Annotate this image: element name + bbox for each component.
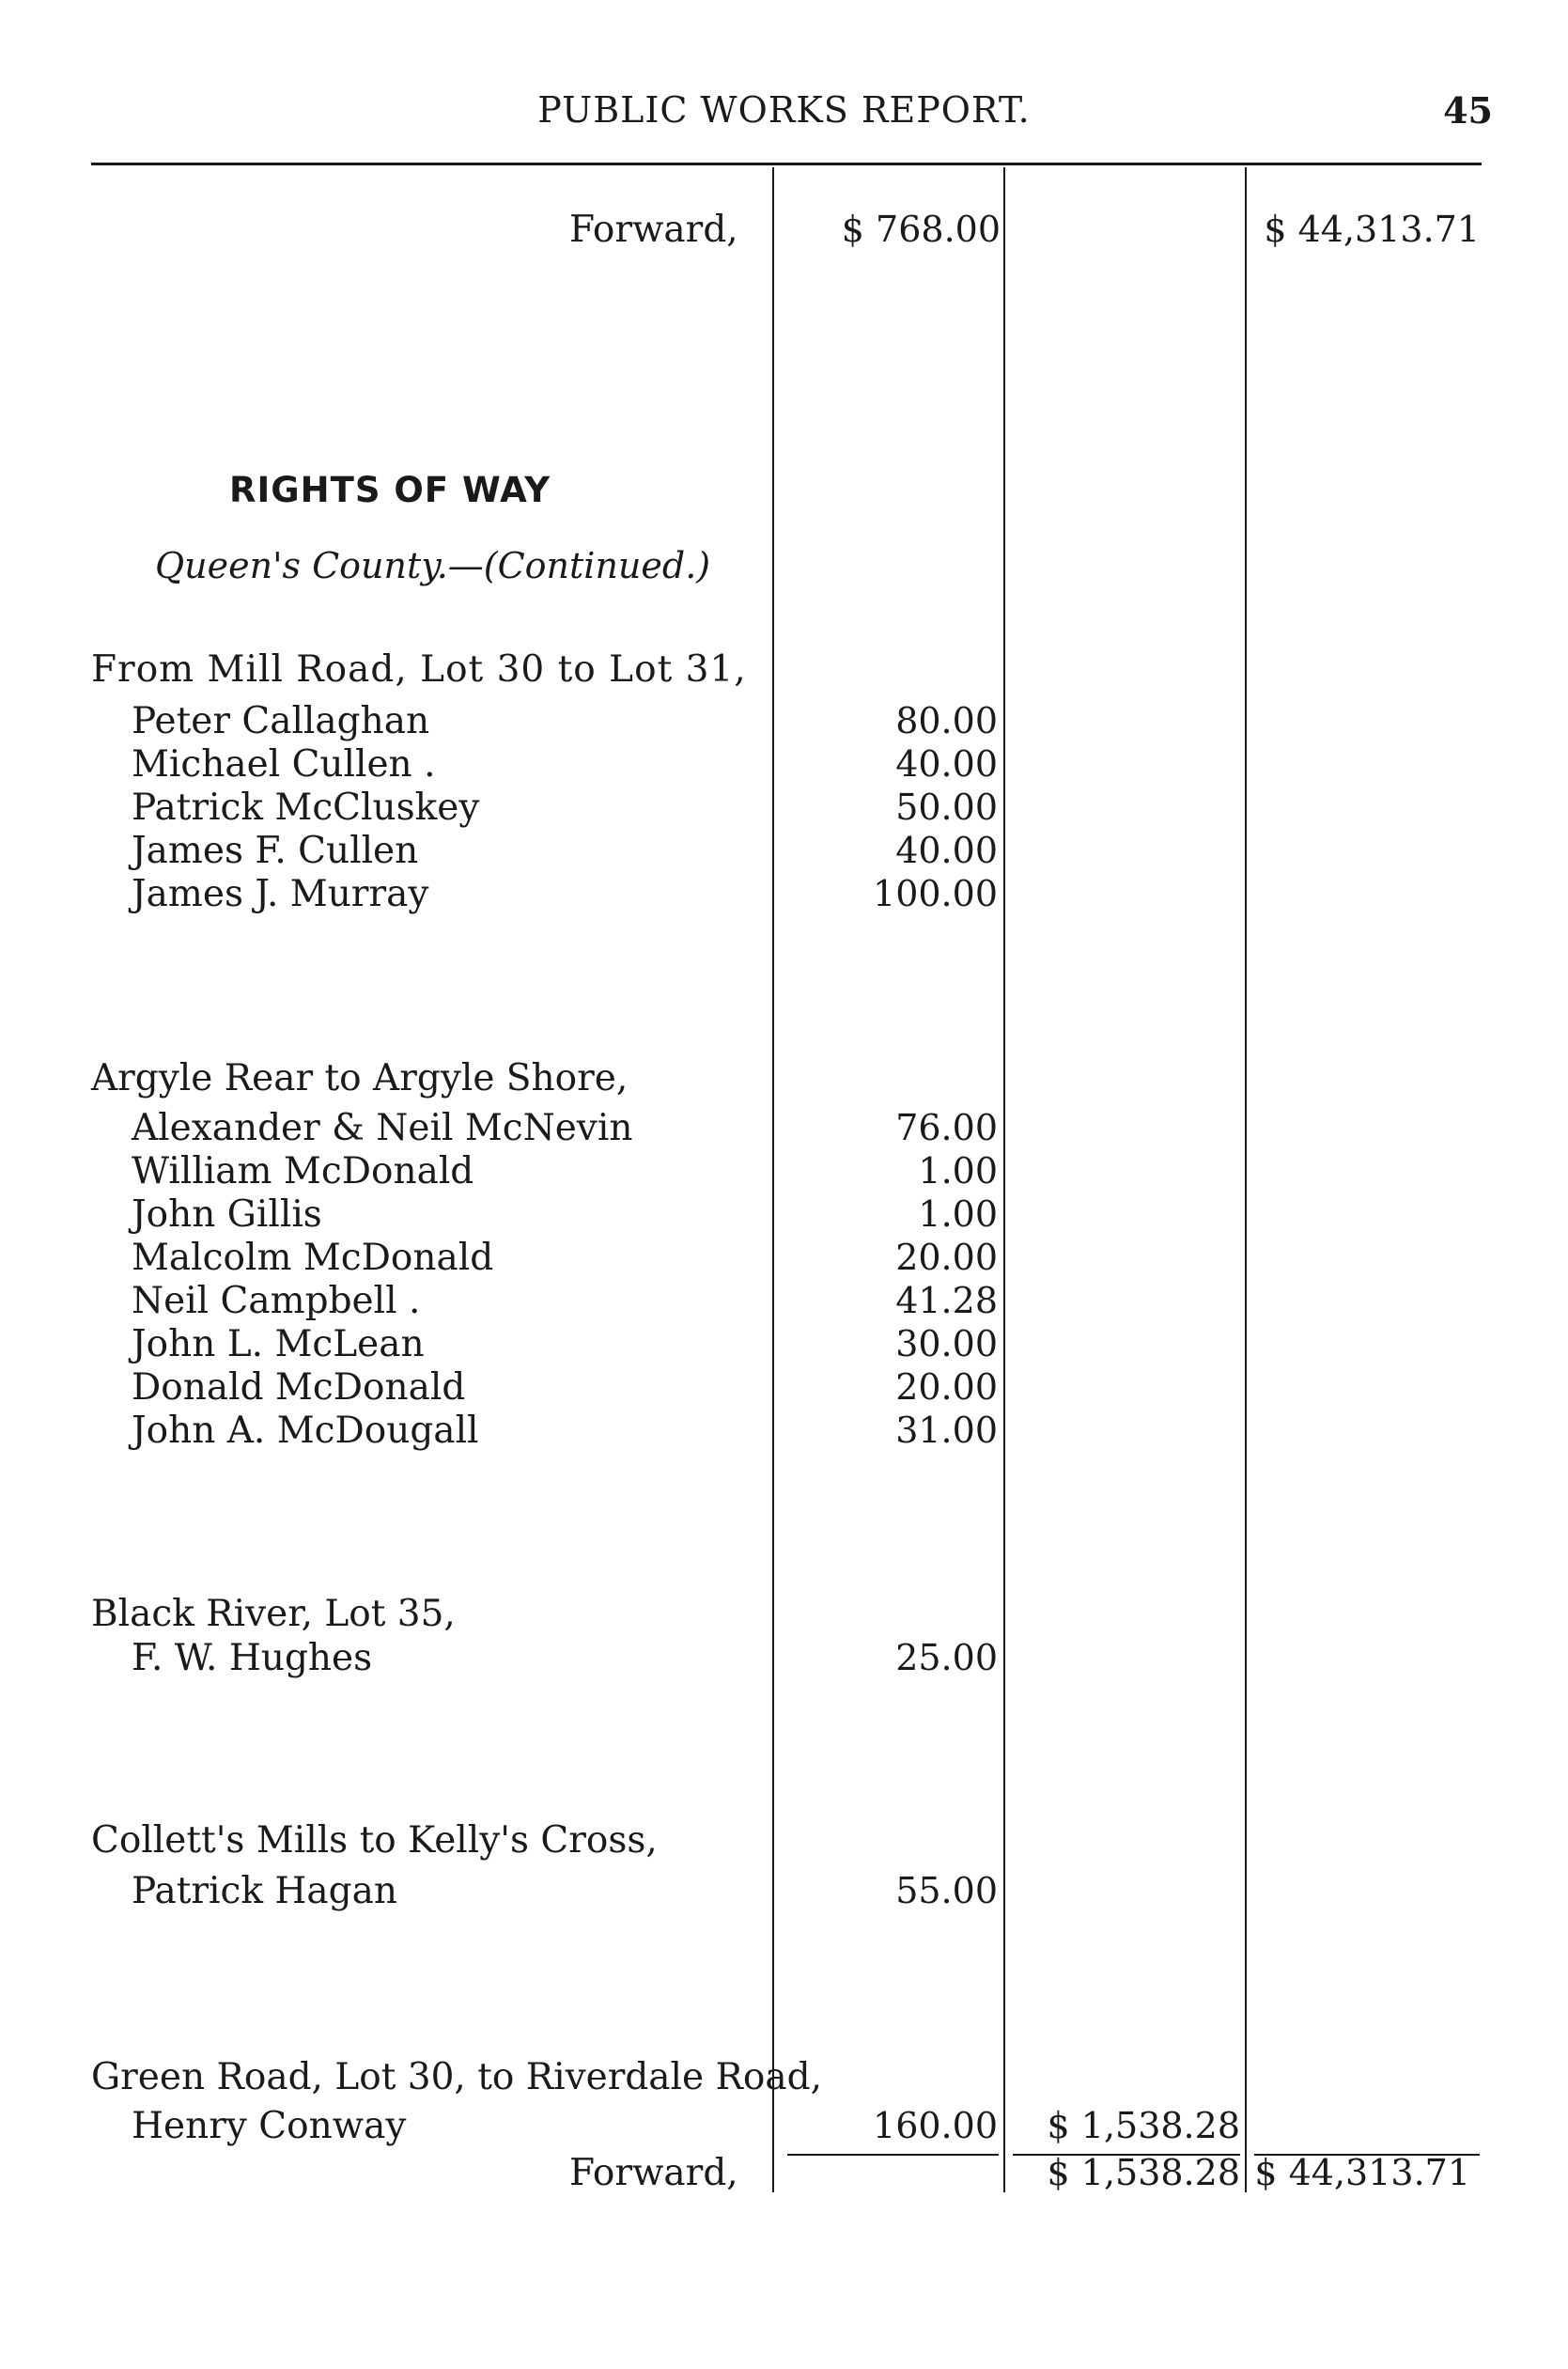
page-number: 45	[1443, 89, 1493, 132]
forward-bottom-label: Forward,	[569, 2152, 738, 2194]
entry-name: Donald McDonald	[132, 1366, 466, 1409]
entry-name: Patrick McCluskey	[132, 787, 480, 829]
entry-name: William McDonald	[132, 1150, 474, 1192]
entry-name: Alexander & Neil McNevin	[132, 1107, 633, 1149]
forward-bottom-col3: $ 44,313.71	[1254, 2152, 1470, 2193]
entry-name: John L. McLean	[132, 1323, 425, 1365]
entry-amount: 41.28	[895, 1280, 998, 1321]
entry-name: Peter Callaghan	[132, 700, 430, 742]
section-title: RIGHTS OF WAY	[228, 470, 551, 510]
header-rule	[91, 163, 1482, 165]
page-header-title: PUBLIC WORKS REPORT.	[537, 89, 1031, 131]
group-title: Collett's Mills to Kelly's Cross,	[91, 1819, 658, 1862]
entry-amount: 160.00	[873, 2105, 998, 2146]
group-title: Black River, Lot 35,	[91, 1593, 456, 1635]
entry-amount: 25.00	[895, 1637, 998, 1678]
entry-amount: 55.00	[895, 1870, 998, 1911]
entry-name: Patrick Hagan	[132, 1870, 397, 1912]
entry-amount: 20.00	[895, 1366, 998, 1408]
entry-amount: 76.00	[895, 1107, 998, 1148]
entry-amount: 50.00	[895, 787, 998, 828]
entry-name: John A. McDougall	[132, 1410, 479, 1452]
entry-amount: 40.00	[895, 830, 998, 871]
entry-name: Malcolm McDonald	[132, 1237, 494, 1279]
entry-amount: 1.00	[918, 1193, 998, 1235]
entry-amount: 100.00	[873, 873, 998, 914]
entry-amount: 40.00	[895, 743, 998, 785]
entry-name: Neil Campbell .	[132, 1280, 421, 1322]
entry-name: John Gillis	[132, 1193, 322, 1236]
subsection-title: Queen's County.—(Continued.)	[155, 545, 711, 586]
forward-top-label: Forward,	[569, 209, 738, 251]
entry-amount: 31.00	[895, 1410, 998, 1451]
column-rule-right	[1245, 167, 1247, 2192]
entry-amount: 30.00	[895, 1323, 998, 1364]
entry-amount: 20.00	[895, 1237, 998, 1278]
forward-top-col1: $ 768.00	[841, 209, 1001, 250]
entry-name: James F. Cullen	[132, 830, 419, 872]
total-rule-col1	[787, 2154, 999, 2156]
column-rule-mid	[1003, 167, 1005, 2192]
entry-amount: 80.00	[895, 700, 998, 741]
entry-name: James J. Murray	[132, 873, 429, 915]
entry-subtotal: $ 1,538.28	[1047, 2105, 1240, 2146]
entry-name: Michael Cullen .	[132, 743, 436, 786]
group-title: Argyle Rear to Argyle Shore,	[91, 1057, 629, 1099]
entry-name: Henry Conway	[132, 2105, 407, 2147]
forward-top-col3: $ 44,313.71	[1264, 209, 1480, 250]
forward-bottom-col2: $ 1,538.28	[1047, 2152, 1240, 2193]
entry-name: F. W. Hughes	[132, 1637, 373, 1679]
group-title: Green Road, Lot 30, to Riverdale Road,	[91, 2056, 822, 2098]
group-title: From Mill Road, Lot 30 to Lot 31,	[91, 648, 747, 691]
entry-amount: 1.00	[918, 1150, 998, 1192]
